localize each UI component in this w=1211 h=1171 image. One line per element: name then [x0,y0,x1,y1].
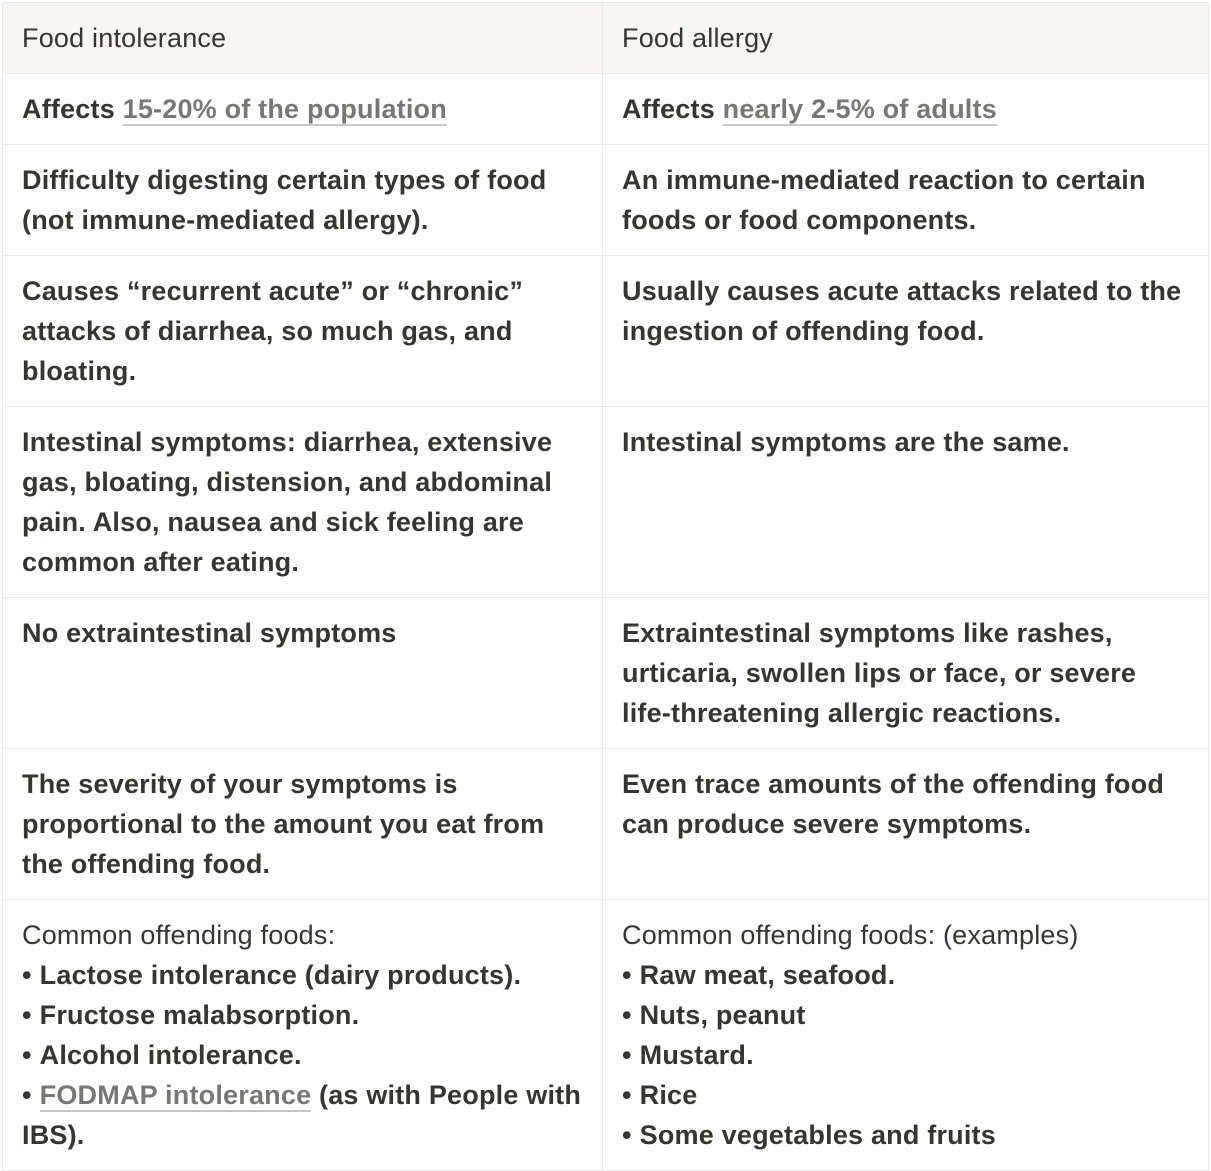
list-item: • Mustard. [622,1035,1192,1075]
list-item: • Rice [622,1075,1192,1115]
table-row [3,256,1209,407]
fodmap-intolerance-link[interactable]: FODMAP intolerance [39,1080,312,1110]
table-row [3,598,1209,749]
table-header-row [3,3,1209,74]
table-row [3,407,1209,598]
header-food-allergy: Food allergy [603,3,1209,74]
severity-allergy-cell: Even trace amounts of the offending food can produce severe symptoms. [603,749,1209,900]
prevalence-allergy-link[interactable]: nearly 2-5% of adults [722,94,997,124]
table-row [3,749,1209,900]
foods-allergy-title: Common offending foods: (examples) [622,920,1079,950]
list-item: • Raw meat, seafood. [622,955,1192,995]
list-item: • Alcohol intolerance. [22,1035,586,1075]
prevalence-intolerance-cell [3,74,603,145]
header-food-intolerance: Food intolerance [3,3,603,74]
intestinal-intolerance-cell: Intestinal symptoms: diarrhea, extensive gas, bloating, distension, and abdominal pain. Also, nausea and sick feeling are common after eating. [3,407,603,598]
table-row [3,145,1209,256]
list-item: • Some vegetables and fruits [622,1115,1192,1155]
list-item: • Fructose malabsorption. [22,995,586,1035]
attacks-intolerance-cell: Causes “recurrent acute” or “chronic” attacks of diarrhea, so much gas, and bloating. [3,256,603,407]
prevalence-label: Affects [622,94,723,124]
foods-allergy-cell [603,900,1209,1171]
extraintestinal-allergy-cell: Extraintestinal symptoms like rashes, urticaria, swollen lips or face, or severe life-threatening allergic reactions. [603,598,1209,749]
table-row [3,74,1209,145]
list-item-fodmap [22,1075,586,1155]
foods-intolerance-cell [3,900,603,1171]
attacks-allergy-cell: Usually causes acute attacks related to the ingestion of offending food. [603,256,1209,407]
prevalence-allergy-cell [603,74,1209,145]
prevalence-intolerance-link[interactable]: 15-20% of the population [122,94,447,124]
intestinal-allergy-cell: Intestinal symptoms are the same. [603,407,1209,598]
definition-intolerance-cell: Difficulty digesting certain types of food (not immune-mediated allergy). [3,145,603,256]
table-row [3,900,1209,1171]
prevalence-label: Affects [22,94,123,124]
definition-allergy-cell: An immune-mediated reaction to certain foods or food components. [603,145,1209,256]
list-item: • Nuts, peanut [622,995,1192,1035]
extraintestinal-intolerance-cell: No extraintestinal symptoms [3,598,603,749]
comparison-table [2,2,1209,1171]
fodmap-suffix: (as with People with IBS). [22,1080,582,1150]
foods-intolerance-title: Common offending foods: [22,920,336,950]
severity-intolerance-cell: The severity of your symptoms is proportional to the amount you eat from the offending food. [3,749,603,900]
list-item: • Lactose intolerance (dairy products). [22,955,586,995]
